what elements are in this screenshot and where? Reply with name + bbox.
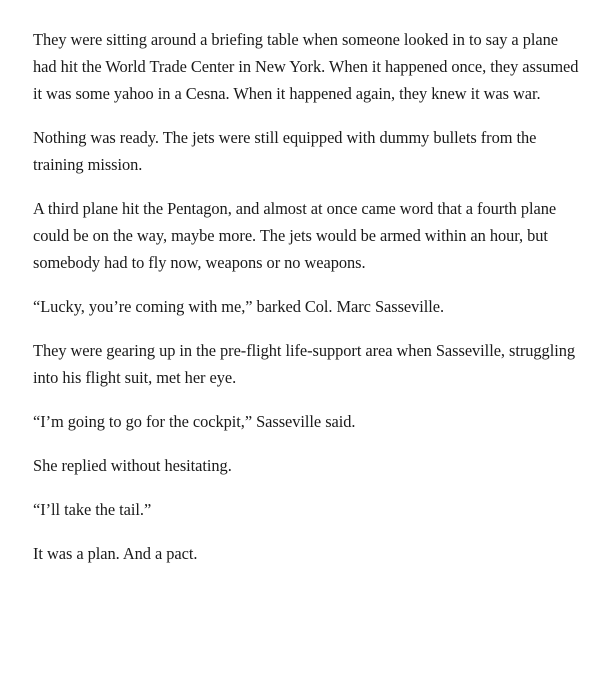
- paragraph-2: Nothing was ready. The jets were still equipped with dummy bullets from the training mission.: [33, 128, 537, 174]
- paragraph-5: They were gearing up in the pre-flight life-support area when Sasseville, struggling into his flight suit, met her eye.: [33, 341, 575, 387]
- paragraph-1: They were sitting around a briefing table when someone looked in to say a plane had hit the World Trade Center in New York. When it happened once, they assumed it was some yahoo in a Cesna. When it happened again, they knew it was war.: [33, 30, 579, 103]
- paragraph-7: She replied without hesitating.: [33, 456, 232, 475]
- paragraph-9: It was a plan. And a pact.: [33, 544, 198, 563]
- paragraph-6: “I’m going to go for the cockpit,” Sasseville said.: [33, 412, 356, 431]
- paragraph-4: “Lucky, you’re coming with me,” barked Col. Marc Sasseville.: [33, 297, 445, 316]
- paragraph-3: A third plane hit the Pentagon, and almost at once came word that a fourth plane could be on the way, maybe more. The jets would be armed within an hour, but somebody had to fly now, weapons or no weapons.: [33, 199, 557, 272]
- paragraph-8: “I’ll take the tail.”: [33, 500, 152, 519]
